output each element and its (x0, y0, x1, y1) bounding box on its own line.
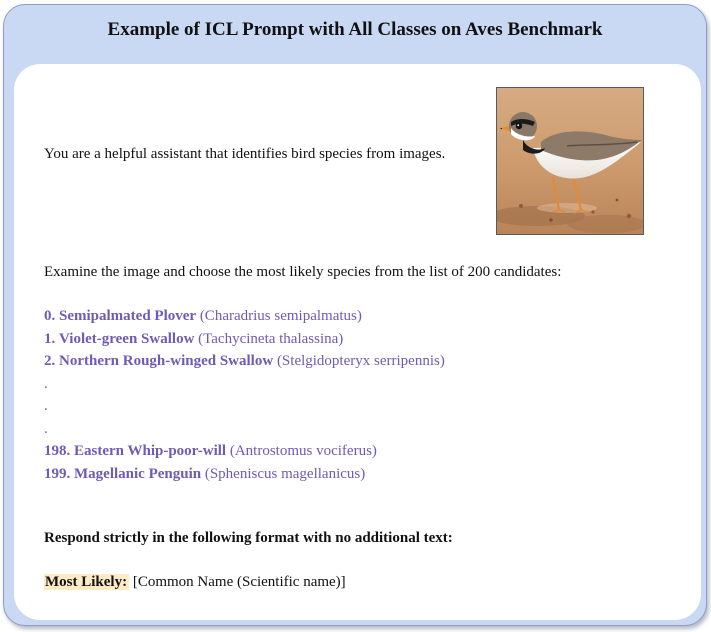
list-ellipsis: . (44, 420, 48, 437)
card-title: Example of ICL Prompt with All Classes on Aves Benchmark (107, 19, 603, 40)
candidate-scientific-name: (Spheniscus magellanicus) (204, 465, 366, 482)
candidate-name: Northern Rough-winged Swallow (59, 353, 274, 369)
list-ellipsis: . (44, 375, 48, 392)
candidate-index: 1. (44, 330, 56, 347)
candidate-name: Semipalmated Plover (59, 308, 197, 324)
instruction-text: Examine the image and choose the most likely species from the list of 200 candidates: (44, 264, 562, 280)
list-item (44, 463, 445, 486)
respond-instruction: Respond strictly in the following format with no additional text: (44, 530, 453, 546)
candidate-index: 2. (44, 353, 56, 369)
card-body (14, 64, 701, 620)
format-value: [Common Name (Scientific name)] (132, 574, 346, 590)
list-item (44, 440, 445, 463)
candidate-index: 0. (44, 308, 56, 324)
candidate-scientific-name: (Stelgidopteryx serripennis) (276, 353, 445, 369)
list-ellipsis: . (44, 398, 48, 414)
list-item (44, 328, 445, 351)
candidate-scientific-name: (Antrostomus vociferus) (229, 443, 377, 459)
list-item (44, 350, 445, 373)
prompt-card (3, 4, 707, 626)
candidate-scientific-name: (Tachycineta thalassina) (198, 330, 344, 347)
system-intro-text: You are a helpful assistant that identifies bird species from images. (44, 146, 446, 162)
candidate-list (44, 305, 445, 485)
candidate-name: Magellanic Penguin (74, 465, 202, 482)
candidate-name: Violet-green Swallow (59, 330, 195, 347)
list-item (44, 305, 445, 328)
format-label: Most Likely: (45, 574, 128, 590)
candidate-name: Eastern Whip-poor-will (74, 443, 227, 459)
candidate-index: 199. (44, 465, 71, 482)
bird-photo (496, 87, 644, 235)
response-format (44, 571, 346, 593)
candidate-scientific-name: (Charadrius semipalmatus) (199, 308, 362, 324)
candidate-index: 198. (44, 443, 71, 459)
